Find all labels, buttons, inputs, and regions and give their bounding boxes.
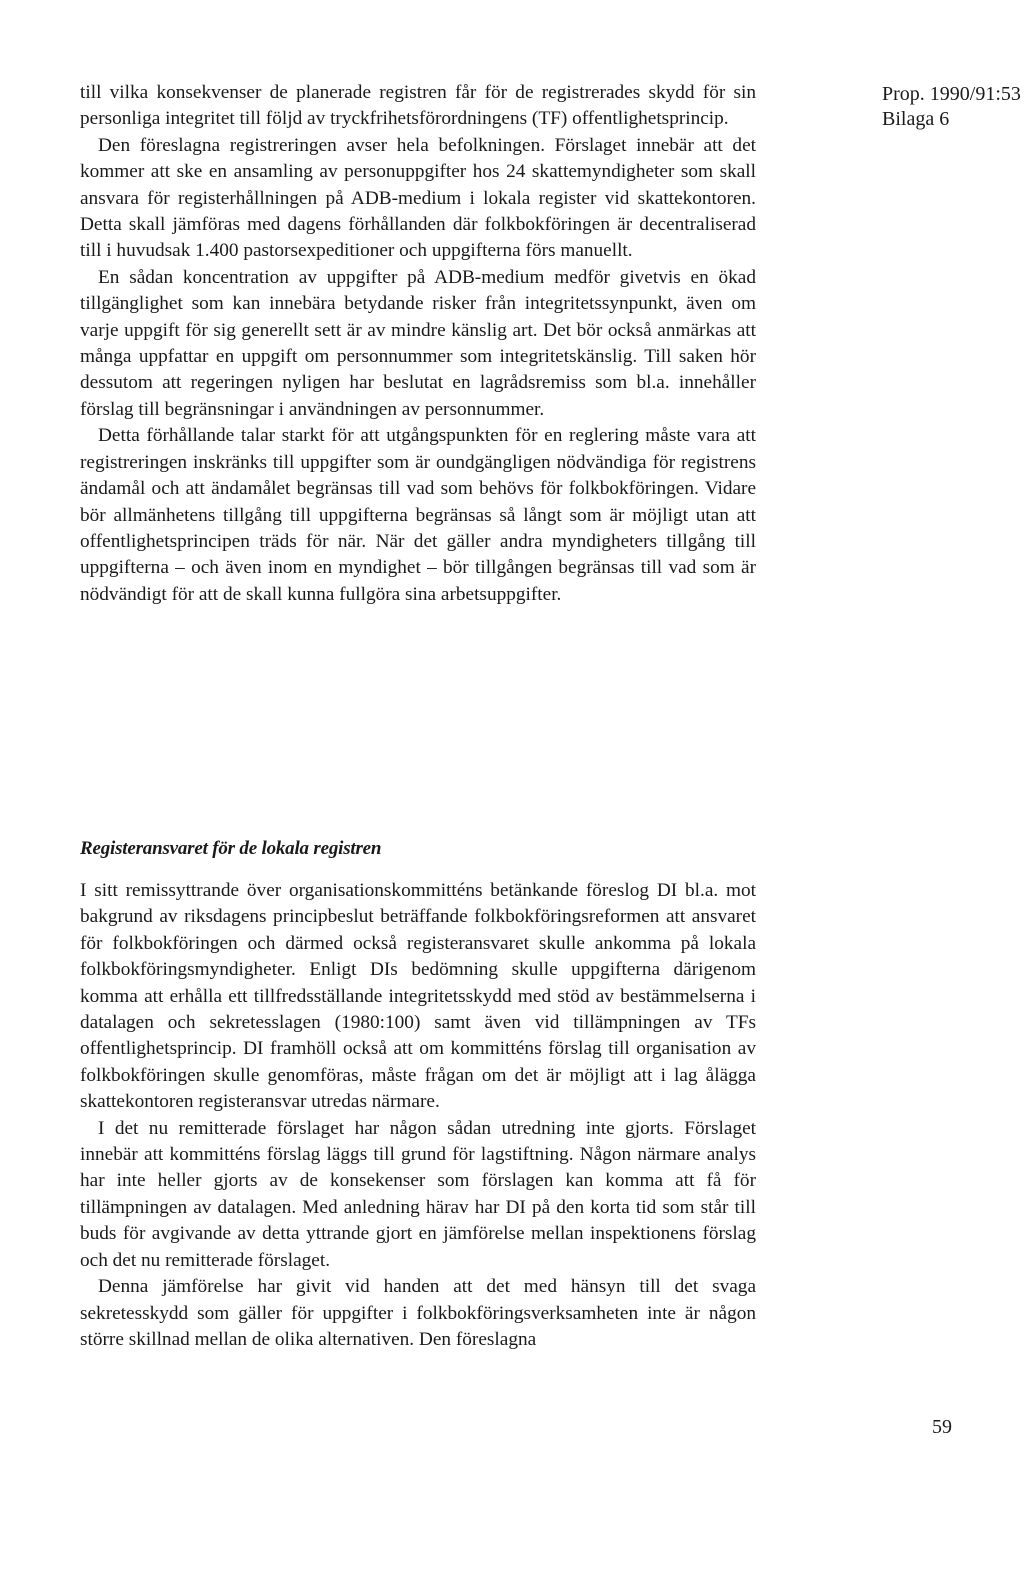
paragraph: I det nu remitterade förslaget har någon sådan utredning inte gjorts. Förslaget innebär att kommitténs förslag läggs till grund för lagstiftning. Någon närmare analys har inte heller gjorts av de konsekenser som förslagen kan komma att få för tillämpningen av datalagen. Med anledning härav har DI på den korta tid som står till buds för avgivande av detta yttrande gjort en jämförelse mellan inspektionens förslag och det nu remitterade förslaget. <box>80 1117 756 1271</box>
body-text-section-2 <box>80 878 756 1353</box>
body-text-section-1 <box>80 80 756 608</box>
section-heading: Registeransvaret för de lokala registren <box>80 838 382 859</box>
proposition-number: Prop. 1990/91:53 <box>882 83 1021 105</box>
paragraph: I sitt remissyttrande över organisationskommitténs betänkande föreslog DI bl.a. mot bakgrund av riksdagens principbeslut beträffande folkbokföringsreformen att ansvaret för folkbokföringen och därmed också registeransvaret skulle ankomma på lokala folkbokföringsmyndigheter. Enligt DIs bedömning skulle uppgifterna därigenom komma att erhålla ett tillfredsställande integritetsskydd med stöd av bestämmelserna i datalagen och sekretesslagen (1980:100) samt även vid tillämpningen av TFs offentlighetsprincip. DI framhöll också att om kommitténs förslag till organisation av folkbokföringen skulle genomföras, måste frågan om det är möjligt att i lag ålägga skattekontoren registeransvar utredas närmare. <box>80 880 756 1113</box>
paragraph: Den föreslagna registreringen avser hela befolkningen. Förslaget innebär att det kommer att ske en ansamling av personuppgifter hos 24 skattemyndigheter som skall ansvara för registerhållningen på ADB-medium i lokala register vid skattekontoren. Detta skall jämföras med dagens förhållanden där folkbokföringen är decentraliserad till i huvudsak 1.400 pastorsexpeditioner och uppgifterna förs manuellt. <box>80 134 756 262</box>
paragraph: Detta förhållande talar starkt för att utgångspunkten för en reglering måste vara att registreringen inskränks till uppgifter som är oundgängligen nödvändiga för registrens ändamål och att ändamålet begränsas till vad som behövs för folkbokföringen. Vidare bör allmänhetens tillgång till uppgifterna begränsas så långt som är möjligt utan att offentlighetsprincipen träds för när. När det gäller andra myndigheters tillgång till uppgifterna – och även inom en myndighet – bör tillgången begränsas till vad som är nödvändigt för att de skall kunna fullgöra sina arbetsuppgifter. <box>80 425 756 605</box>
paragraph: Denna jämförelse har givit vid handen att det med hänsyn till det svaga sekretesskydd som gäller för uppgifter i folkbokföringsverksamheten inte är någon större skillnad mellan de olika alternativen. Den föreslagna <box>80 1276 756 1350</box>
appendix-label: Bilaga 6 <box>882 108 950 130</box>
paragraph: En sådan koncentration av uppgifter på ADB-medium medför givetvis en ökad tillgänglighet som kan innebära betydande risker från integritetssynpunkt, även om varje uppgift för sig generellt sett är av mindre känslig art. Det bör också anmärkas att många uppfattar en uppgift om personnummer som integritetskänslig. Till saken hör dessutom att regeringen nyligen har beslutat en lagrådsremiss som bl.a. innehåller förslag till begränsningar i användningen av personnummer. <box>80 266 756 420</box>
margin-reference <box>882 82 1021 132</box>
page-number: 59 <box>932 1416 952 1438</box>
paragraph: till vilka konsekvenser de planerade registren får för de registrerades skydd för sin personliga integritet till följd av tryckfrihetsförordningens (TF) offentlighetsprincip. <box>80 82 756 130</box>
